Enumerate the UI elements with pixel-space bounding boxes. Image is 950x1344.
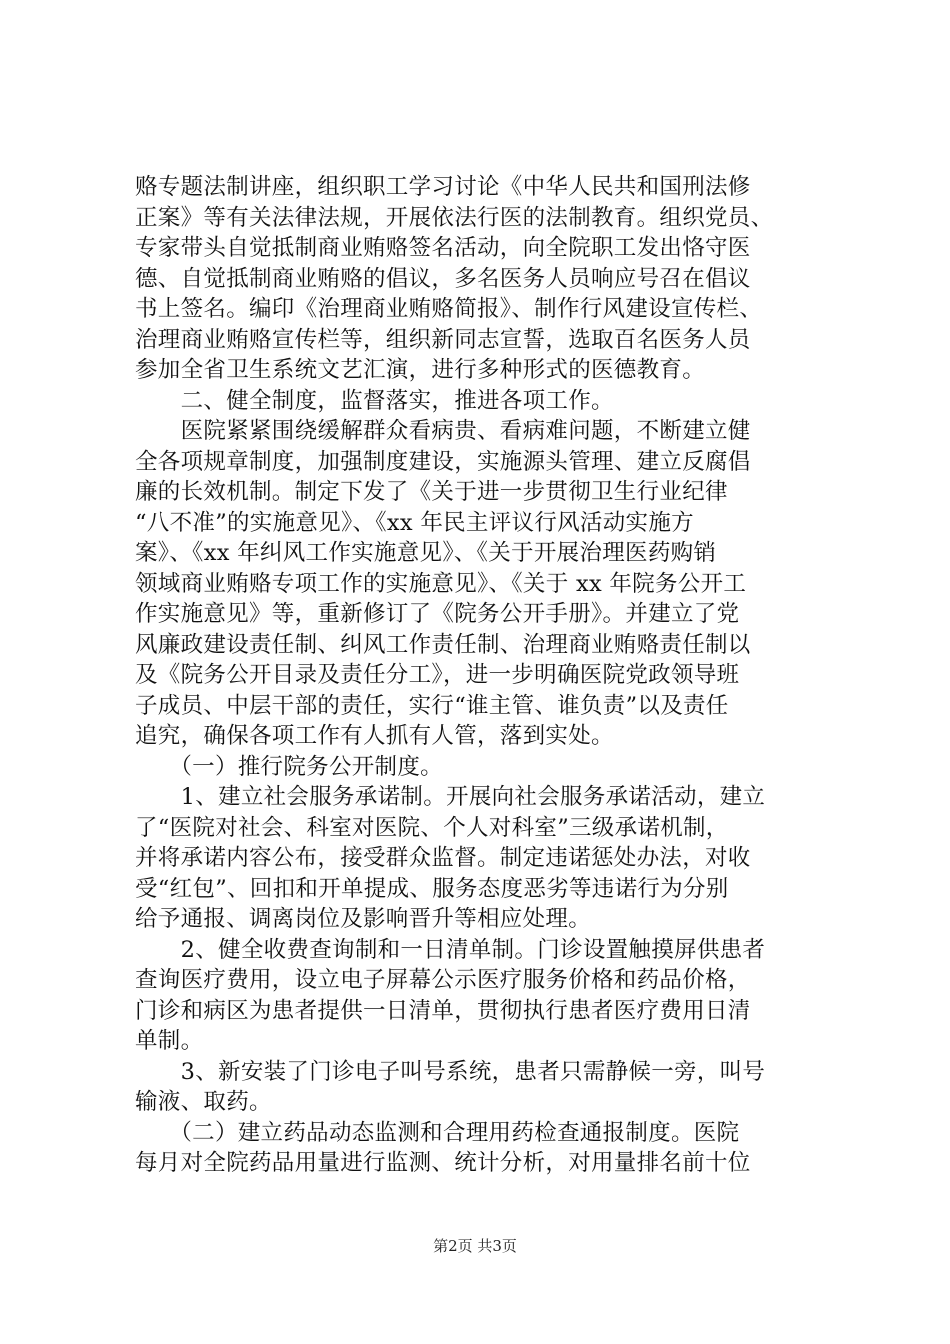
text-line: 给予通报、调离岗位及影响晋升等相应处理。 [135, 906, 592, 932]
text-line: 了“医院对社会、科室对医院、个人对科室”三级承诺机制， [135, 814, 729, 841]
text-line: “八不准”的实施意见》、《xx 年民主评议行风活动实施方 [135, 509, 694, 536]
text-line: 2、健全收费查询制和一日清单制。门诊设置触摸屏供患者 [135, 936, 766, 963]
document-body [135, 172, 835, 1179]
text-line: 受“红包”、回扣和开单提成、服务态度恶劣等违诺行为分别 [135, 875, 729, 902]
text-line: 单制。 [135, 1028, 204, 1054]
text-line: 领域商业贿赂专项工作的实施意见》、《关于 xx 年院务公开工 [135, 570, 747, 597]
text-line: 专家带头自觉抵制商业贿赂签名活动，向全院职工发出恪守医 [135, 235, 751, 261]
text-line: 输液、取药。 [135, 1089, 272, 1115]
text-line: 案》、《xx 年纠风工作实施意见》、《关于开展治理医药购销 [135, 540, 717, 566]
text-line: 追究，确保各项工作有人抓有人管，落到实处。 [135, 723, 614, 749]
text-line: （一）推行院务公开制度。 [135, 753, 443, 780]
text-line: 二、健全制度，监督落实，推进各项工作。 [135, 387, 614, 414]
text-line: 1、建立社会服务承诺制。开展向社会服务承诺活动，建立 [135, 784, 766, 810]
page-footer: 第2页 共3页 [433, 1237, 517, 1255]
text-line: 廉的长效机制。制定下发了《关于进一步贯彻卫生行业纪律 [135, 479, 728, 505]
text-line: 书上签名。编印《治理商业贿赂简报》、制作行风建设宣传栏、 [135, 296, 763, 322]
text-line: 门诊和病区为患者提供一日清单，贯彻执行患者医疗费用日清 [135, 997, 751, 1024]
text-line: 正案》等有关法律法规，开展依法行医的法制教育。组织党员、 [135, 204, 774, 231]
text-line: 参加全省卫生系统文艺汇演，进行多种形式的医德教育。 [135, 357, 706, 383]
text-line: 子成员、中层干部的责任，实行“谁主管、谁负责”以及责任 [135, 692, 729, 719]
text-line: 风廉政建设责任制、纠风工作责任制、治理商业贿赂责任制以 [135, 631, 751, 658]
text-line: 及《院务公开目录及责任分工》，进一步明确医院党政领导班 [135, 662, 740, 688]
text-line: （二）建立药品动态监测和合理用药检查通报制度。医院 [135, 1119, 740, 1146]
text-line: 治理商业贿赂宣传栏等，组织新同志宣誓，选取百名医务人员 [135, 326, 751, 353]
text-line: 每月对全院药品用量进行监测、统计分析，对用量排名前十位 [135, 1150, 751, 1176]
text-line: 医院紧紧围绕缓解群众看病贵、看病难问题，不断建立健 [135, 418, 751, 444]
text-line: 赂专题法制讲座，组织职工学习讨论《中华人民共和国刑法修 [135, 174, 751, 200]
text-line: 并将承诺内容公布，接受群众监督。制定违诺惩处办法，对收 [135, 845, 751, 871]
text-line: 作实施意见》等，重新修订了《院务公开手册》。并建立了党 [135, 601, 740, 627]
text-line: 德、自觉抵制商业贿赂的倡议，多名医务人员响应号召在倡议 [135, 265, 751, 292]
text-line: 查询医疗费用，设立电子屏幕公示医疗服务价格和药品价格， [135, 967, 751, 993]
text-line: 全各项规章制度，加强制度建设，实施源头管理、建立反腐倡 [135, 448, 751, 475]
text-line: 3、新安装了门诊电子叫号系统，患者只需静候一旁，叫号 [135, 1058, 766, 1085]
